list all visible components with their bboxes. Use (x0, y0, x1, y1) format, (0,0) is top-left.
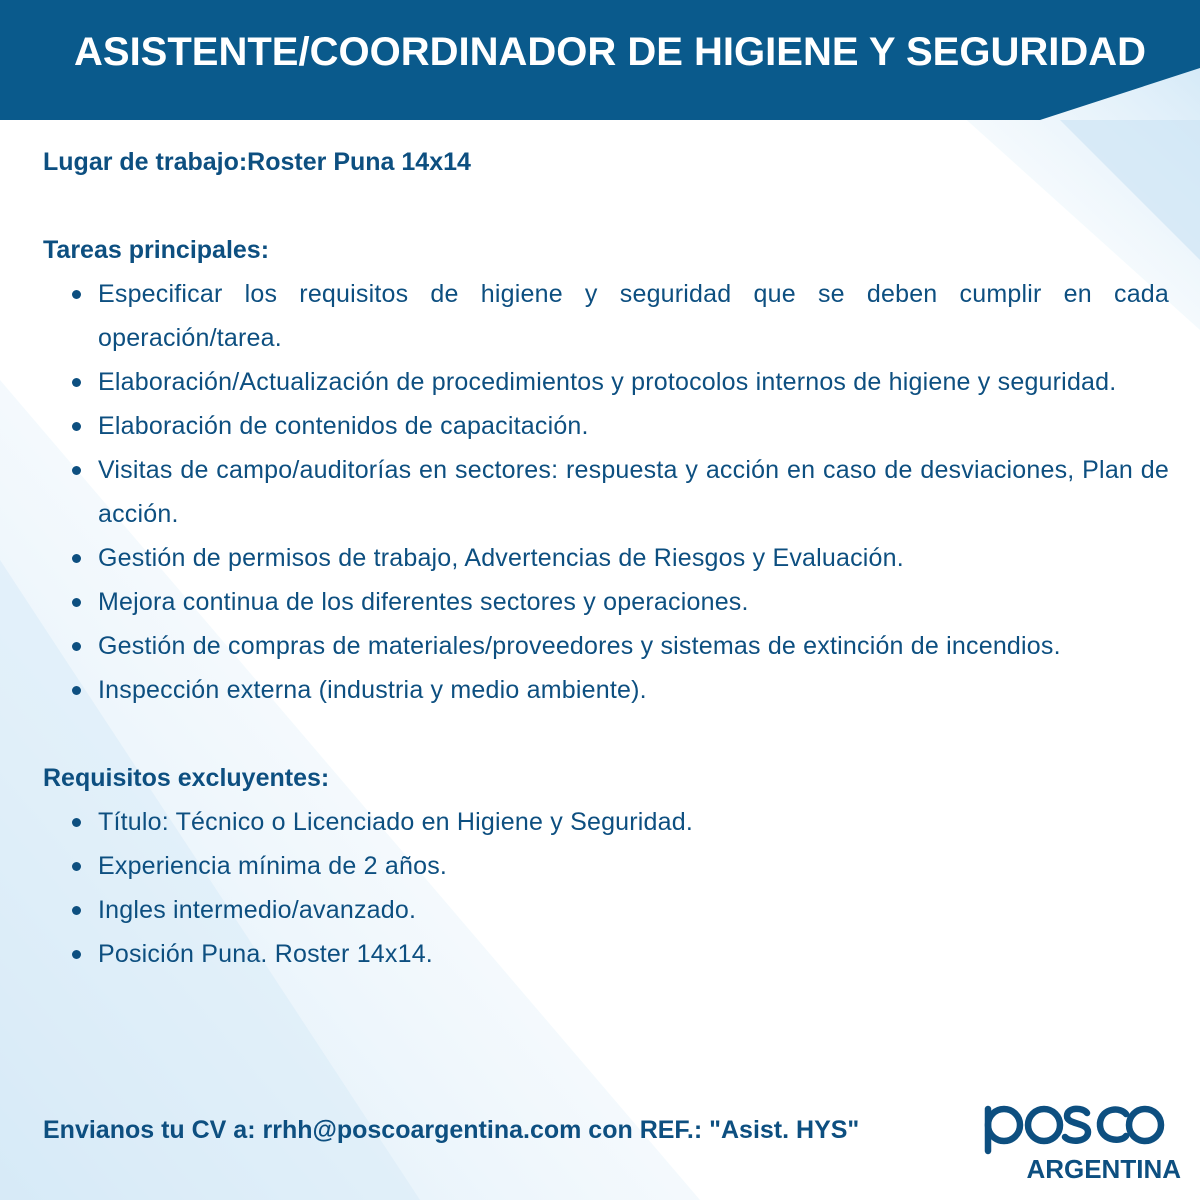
tasks-heading: Tareas principales: (43, 236, 270, 264)
list-item: Gestión de permisos de trabajo, Advertencias de Riesgos y Evaluación. (43, 536, 1169, 580)
workplace-line: Lugar de trabajo:Roster Puna 14x14 (43, 148, 471, 176)
list-item: Título: Técnico o Licenciado en Higiene y Seguridad. (43, 800, 1169, 844)
bullet-icon (72, 554, 81, 563)
bullet-icon (72, 686, 81, 695)
page-title: ASISTENTE/COORDINADOR DE HIGIENE Y SEGURIDAD (74, 30, 1146, 74)
list-item: Visitas de campo/auditorías en sectores: respuesta y acción en caso de desviaciones, Plan de acción. (43, 448, 1169, 536)
bullet-icon (72, 290, 81, 299)
requirements-heading: Requisitos excluyentes: (43, 764, 330, 792)
list-item: Elaboración/Actualización de procedimientos y protocolos internos de higiene y seguridad. (43, 360, 1169, 404)
bullet-icon (72, 422, 81, 431)
cv-contact-line: Envianos tu CV a: rrhh@poscoargentina.com con REF.: "Asist. HYS" (43, 1116, 860, 1144)
bullet-icon (72, 598, 81, 607)
bullet-icon (72, 862, 81, 871)
list-item: Inspección externa (industria y medio ambiente). (43, 668, 1169, 712)
bullet-icon (72, 642, 81, 651)
list-item: Especificar los requisitos de higiene y seguridad que se deben cumplir en cada operación/tarea. (43, 272, 1169, 360)
requirements-list (43, 800, 1169, 976)
list-item: Experiencia mínima de 2 años. (43, 844, 1169, 888)
job-posting-body (43, 140, 1169, 976)
logo-sub: ARGENTINA (1026, 1154, 1181, 1184)
bullet-icon (72, 906, 81, 915)
bullet-icon (72, 466, 81, 475)
list-item: Ingles intermedio/avanzado. (43, 888, 1169, 932)
list-item: Gestión de compras de materiales/proveedores y sistemas de extinción de incendios. (43, 624, 1169, 668)
bullet-icon (72, 950, 81, 959)
posco-logo (975, 1095, 1185, 1190)
spacer (43, 712, 1169, 756)
list-item: Posición Puna. Roster 14x14. (43, 932, 1169, 976)
list-item: Elaboración de contenidos de capacitación. (43, 404, 1169, 448)
spacer (43, 184, 1169, 228)
list-item: Mejora continua de los diferentes sectores y operaciones. (43, 580, 1169, 624)
tasks-list (43, 272, 1169, 712)
bullet-icon (72, 818, 81, 827)
bullet-icon (72, 378, 81, 387)
